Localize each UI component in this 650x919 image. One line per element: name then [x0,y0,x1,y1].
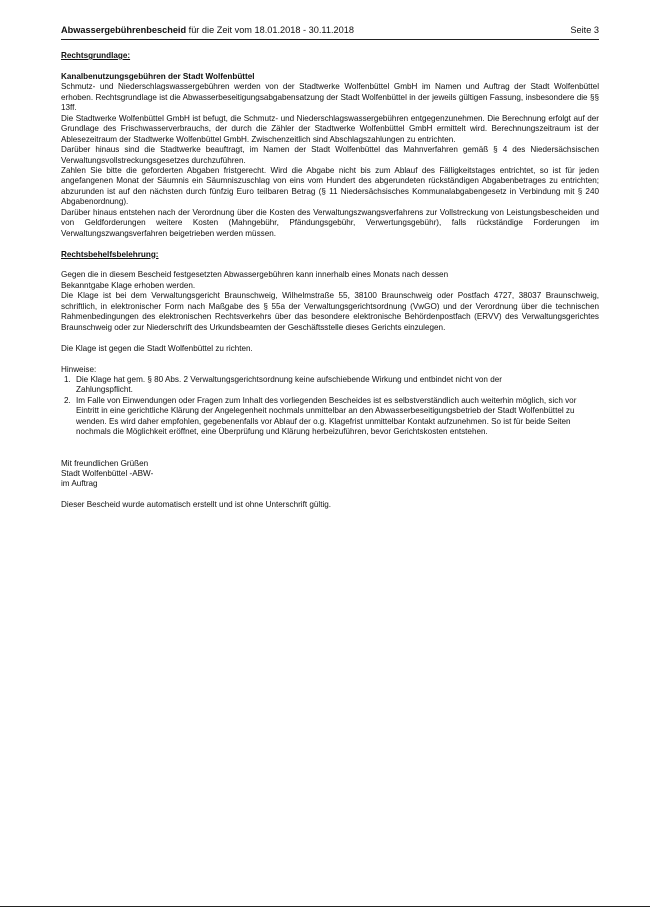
legal-remedy-intro: Gegen die in diesem Bescheid festgesetzten Abwassergebühren kann innerhalb eines Monats nach dessen [61,270,449,280]
notes-label: Hinweise: [61,364,97,374]
document-body [61,51,599,511]
legal-basis-heading: Rechtsgrundlage: [61,51,131,60]
legal-basis-paragraph: Schmutz- und Niederschlagswassergebühren werden von der Stadtwerke Wolfenbüttel GmbH im Namen und Auftrag der Stadt Wolfenbüttel erhoben. Rechtsgrundlage ist die Abwasserbeseitigungsabgabensatzung der Stadt Wolfenbüttel in der jeweils gültigen Fassung, insbesondere die §§ 13ff. [61,82,599,113]
page-number: Seite 3 [570,25,599,35]
title-prefix: Abwassergebührenbescheid [61,25,187,35]
legal-basis-paragraph: Darüber hinaus sind die Stadtwerke beauftragt, im Namen der Stadt Wolfenbüttel das Mahnverfahren gemäß § 4 des Niedersächsischen Verwaltungsvollstreckungsgesetzes durchzuführen. [61,145,599,165]
legal-basis-paragraph: Darüber hinaus entstehen nach der Verordnung über die Kosten des Verwaltungszwangsverfahrens zur Vollstreckung von Leistungsbescheiden und von Geldforderungen weitere Kosten (Mahngebühr, Pfändungsgebühr, Verwertungsgebühr), falls rückständige Forderungen im Verwaltungszwangsverfahren beigetrieben werden müssen. [61,207,599,238]
notes-list [61,375,599,438]
legal-basis-paragraph: Die Stadtwerke Wolfenbüttel GmbH ist befugt, die Schmutz- und Niederschlagswassergebühren entgegenzunehmen. Die Berechnung erfolgt auf der Grundlage des Frischwasserverbrauchs, der durch die Zähler der Stadtwerke Wolfenbüttel GmbH ermittelt wird. Berechnungszeitraum ist der Ablesezeitraum der Stadtwerke Wolfenbüttel GmbH. Zwischenzeitlich sind Abschlagszahlungen zu entrichten. [61,113,599,144]
footer-divider [0,906,650,907]
list-item-text: Im Falle von Einwendungen oder Fragen zum Inhalt des vorliegenden Bescheides ist es selbstverständlich auch weiterhin möglich, sich vor Eintritt in eine gerichtliche Klärung der Angelegenheit nochmals unmittelbar an den Abwasserbeseitigungsbetrieb der Stadt Wolfenbüttel zu wenden. Es wird daher empfohlen, gegebenenfalls vor Ablauf der o.g. Klagefrist unmittelbar Kontakt aufzunehmen. So ist für beide Seiten nochmals die Möglichkeit eröffnet, eine Überprüfung und Klärung herbeizuführen, bevor Gerichtskosten entstehen. [76,395,577,437]
closing-sender: Stadt Wolfenbüttel -ABW- [61,469,154,479]
list-item-number: 2. [64,395,71,405]
title-period: für die Zeit vom 18.01.2018 - 30.11.2018 [186,25,354,35]
list-item [61,396,599,438]
legal-remedy-intro: Bekanntgabe Klage erhoben werden. [61,280,196,290]
defendant-statement: Die Klage ist gegen die Stadt Wolfenbüttel zu richten. [61,343,253,353]
closing-greeting: Mit freundlichen Grüßen [61,458,149,468]
automatic-notice: Dieser Bescheid wurde automatisch erstellt und ist ohne Unterschrift gültig. [61,500,332,510]
list-item-text: Zahlungspflicht. [76,385,133,395]
closing-on-behalf: im Auftrag [61,479,98,489]
page-header [61,25,599,40]
legal-basis-subheading: Kanalbenutzungsgebühren der Stadt Wolfenbüttel [61,71,255,81]
list-item-text: Die Klage hat gem. § 80 Abs. 2 Verwaltungsgerichtsordnung keine aufschiebende Wirkung und entbindet nicht von der [76,374,502,384]
court-paragraph: Die Klage ist bei dem Verwaltungsgericht Braunschweig, Wilhelmstraße 55, 38100 Braunschweig oder Postfach 4727, 38037 Braunschweig, schriftlich, in elektronischer Form nach Maßgabe des § 55a der Verwaltungsgerichtsordnung (VwGO) und der Verordnung über die technischen Rahmenbedingungen des elektronischen Rechtsverkehrs über das besondere elektronische Behördenpostfach (ERVV) des Verwaltungsgerichtes Braunschweig oder zur Niederschrift des Urkundsbeamten der Geschäftsstelle dieses Gerichts einzulegen. [61,291,599,332]
list-item [61,375,599,396]
document-title [61,25,354,35]
legal-remedy-heading: Rechtsbehelfsbelehrung: [61,249,159,259]
list-item-number: 1. [64,374,71,384]
legal-basis-paragraph: Zahlen Sie bitte die geforderten Abgaben fristgerecht. Wird die Abgabe nicht bis zum Ablauf des Fälligkeitstages entrichtet, so ist für jeden angefangenen Monat der Säumnis ein Säumniszuschlag von eins vom Hundert des abgerundeten rückständigen Abgabenbetrages zu entrichten; abzurunden ist auf den nächsten durch fünfzig Euro teilbaren Betrag (§ 11 Niedersächsisches Kommunalabgabengesetz in Verbindung mit § 240 Abgabenordnung). [61,165,599,207]
